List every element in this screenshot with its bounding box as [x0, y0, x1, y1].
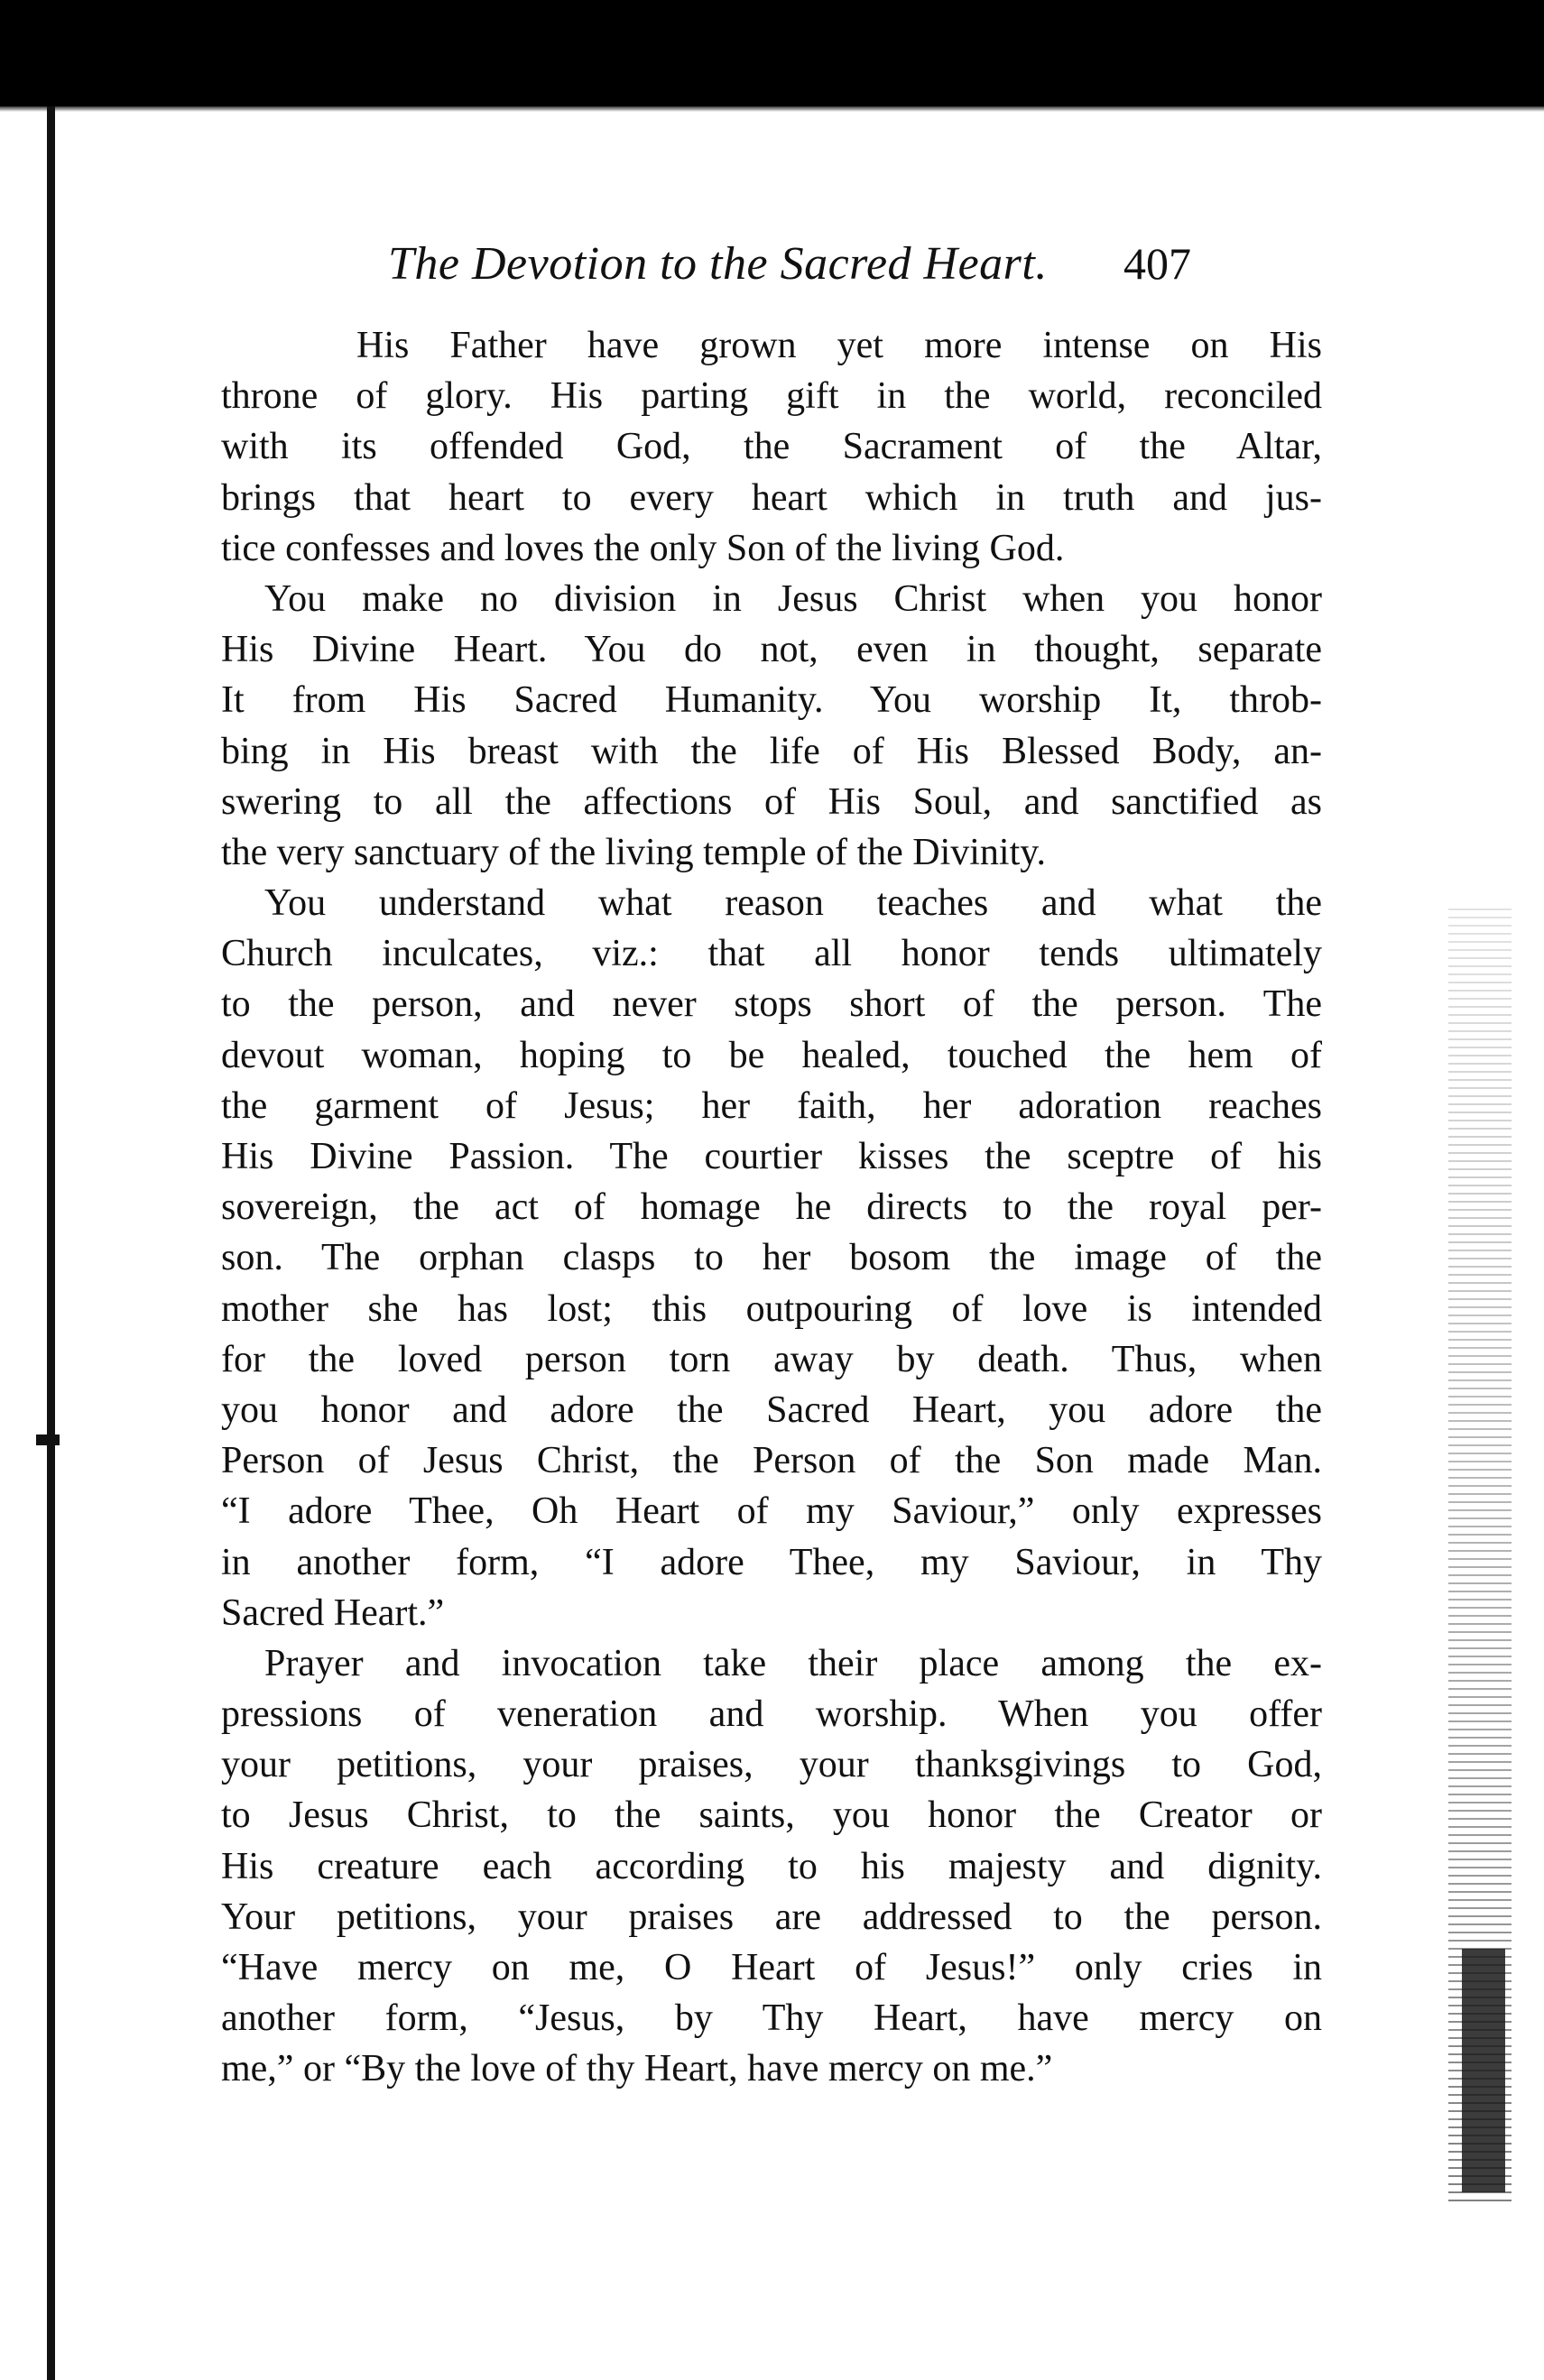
text-line: His creature each according to his majesty and dignity.	[221, 1845, 1322, 1887]
text-line: Prayer and invocation take their place among the ex-	[264, 1642, 1322, 1684]
text-line: Person of Jesus Christ, the Person of the Son made Man.	[221, 1440, 1322, 1482]
running-head	[221, 230, 1322, 302]
scan-right-edge-shadow	[1462, 1949, 1505, 2192]
text-line: His Divine Heart. You do not, even in thought, separate	[221, 629, 1322, 671]
text-line: devout woman, hoping to be healed, touched the hem of	[221, 1034, 1322, 1076]
body-text	[221, 320, 1322, 2095]
text-line: another form, “Jesus, by Thy Heart, have mercy on	[221, 1997, 1322, 2040]
text-line: sovereign, the act of homage he directs to the royal per-	[221, 1186, 1322, 1229]
text-line: You understand what reason teaches and what the	[264, 882, 1322, 925]
page-number: 407	[1123, 238, 1191, 289]
text-line: Your petitions, your praises are addressed to the person.	[221, 1896, 1322, 1938]
text-line: your petitions, your praises, your thanksgivings to God,	[221, 1744, 1322, 1786]
text-line: you honor and adore the Sacred Heart, you adore the	[221, 1388, 1322, 1431]
text-line: bing in His breast with the life of His Blessed Body, an-	[221, 730, 1322, 772]
text-line: You make no division in Jesus Christ when you honor	[264, 577, 1322, 620]
text-line: to Jesus Christ, to the saints, you honor the Creator or	[221, 1794, 1322, 1837]
text-line: It from His Sacred Humanity. You worship It, throb-	[221, 679, 1322, 722]
scan-border-top	[0, 0, 1544, 106]
text-line: to the person, and never stops short of the person. The	[221, 983, 1322, 1026]
text-line: Church inculcates, viz.: that all honor tends ultimately	[221, 933, 1322, 975]
text-line: the garment of Jesus; her faith, her adoration reaches	[221, 1084, 1322, 1127]
text-line: His Divine Passion. The courtier kisses the sceptre of his	[221, 1136, 1322, 1177]
text-line: “Have mercy on me, O Heart of Jesus!” only cries in	[221, 1947, 1322, 1988]
text-line: with its offended God, the Sacrament of the Altar,	[221, 426, 1322, 468]
book-page	[221, 230, 1322, 2095]
text-line: son. The orphan clasps to her bosom the image of the	[221, 1237, 1322, 1279]
text-line: His Father have grown yet more intense on His	[356, 325, 1322, 366]
text-line: the very sanctuary of the living temple of the Divinity.	[221, 831, 1047, 873]
text-line: for the loved person torn away by death. Thus, when	[221, 1338, 1322, 1380]
text-line: brings that heart to every heart which in truth and jus-	[221, 476, 1322, 519]
scan-border-top-shadow	[0, 106, 1544, 112]
text-line: swering to all the affections of His Soul, and sanctified as	[221, 780, 1322, 823]
text-line: mother she has lost; this outpouring of love is intended	[221, 1287, 1322, 1330]
scan-binding-edge	[47, 106, 55, 2380]
text-line: in another form, “I adore Thee, my Saviour, in Thy	[221, 1541, 1322, 1583]
running-title: The Devotion to the Sacred Heart.	[388, 238, 1048, 290]
text-line: throne of glory. His parting gift in the world, reconciled	[221, 375, 1322, 418]
text-line: pressions of veneration and worship. When you offer	[221, 1693, 1322, 1736]
text-line: “I adore Thee, Oh Heart of my Saviour,” only expresses	[221, 1490, 1322, 1533]
text-line: tice confesses and loves the only Son of the living God.	[221, 527, 1065, 569]
text-line: me,” or “By the love of thy Heart, have mercy on me.”	[221, 2048, 1053, 2090]
text-line: Sacred Heart.”	[221, 1591, 445, 1634]
scan-binding-mark	[36, 1434, 60, 1445]
